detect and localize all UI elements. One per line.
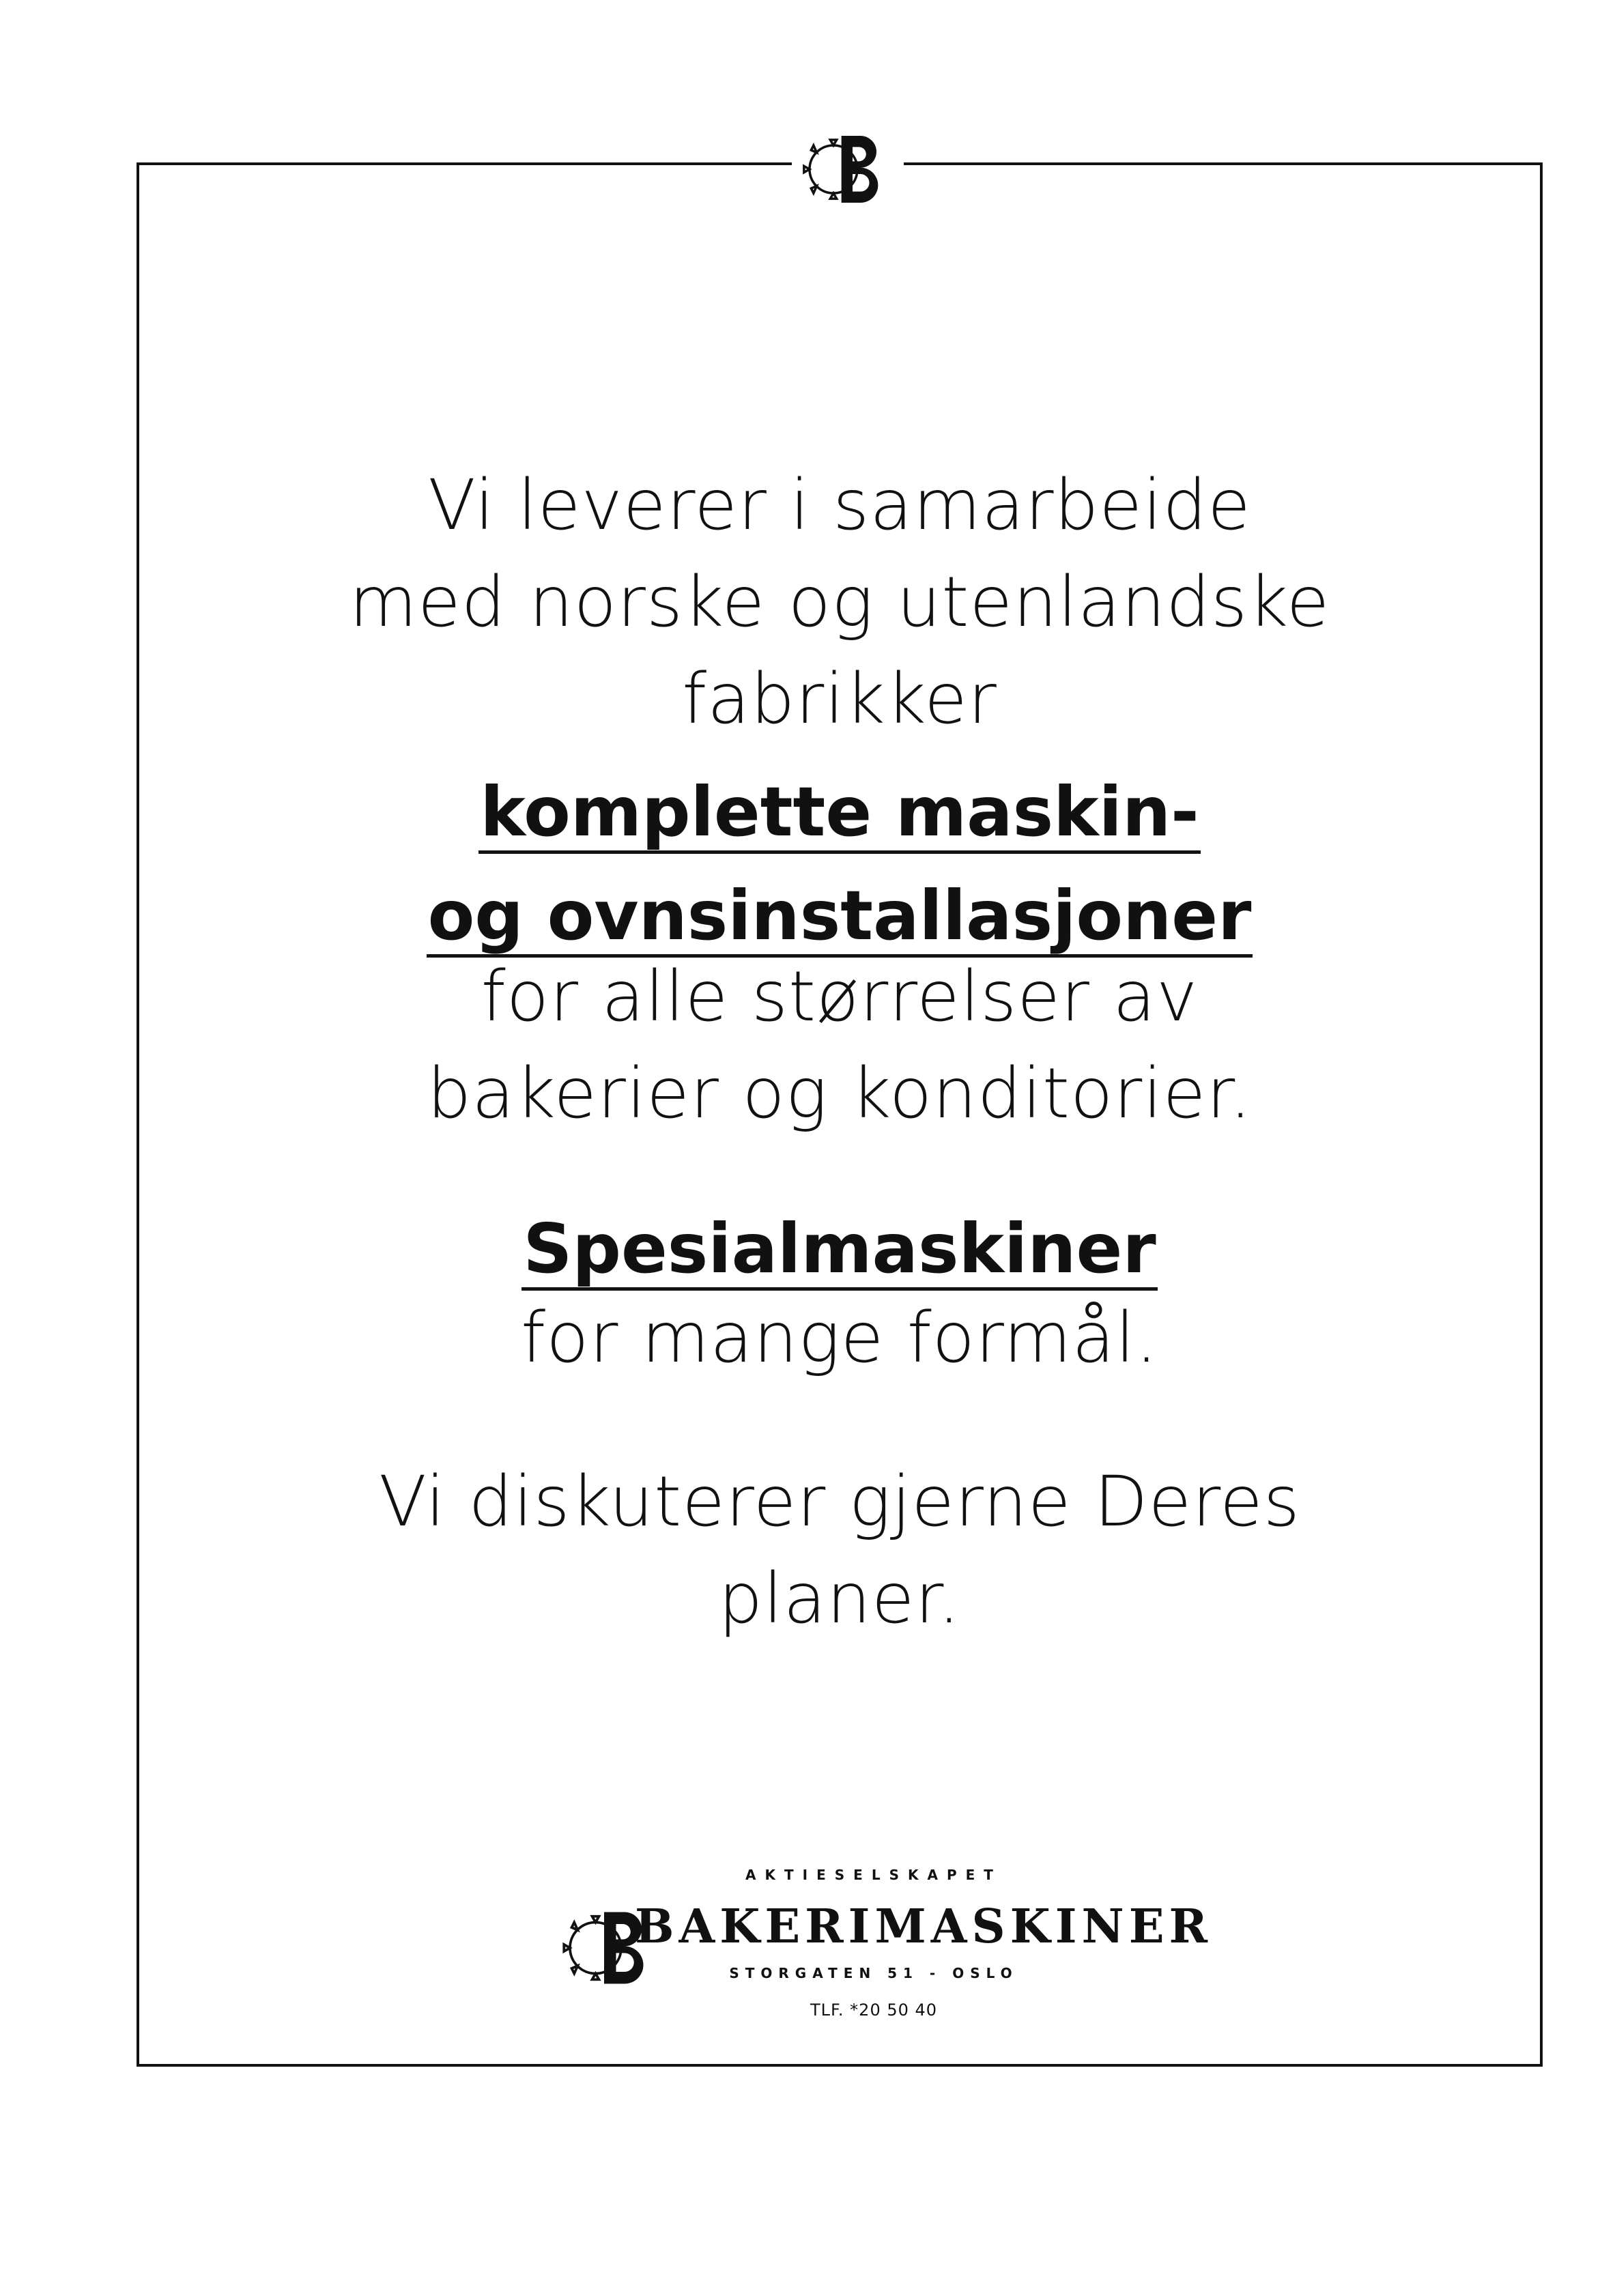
- target-line-2: bakerier og konditorier.: [427, 1053, 1253, 1134]
- intro-line-2: med norske og utenlandske: [349, 562, 1330, 643]
- company-prefix: AKTIESELSKAPET: [745, 1867, 1002, 1883]
- company-address: STORGATEN 51 - OSLO: [729, 1965, 1018, 1981]
- closing-line-1: Vi diskuterer gjerne Deres: [379, 1461, 1300, 1542]
- closing-line-2: planer.: [718, 1558, 961, 1639]
- target-text: [137, 949, 1543, 1143]
- headline-line-1: komplette maskin-: [478, 774, 1200, 854]
- b-gear-logo-icon: [792, 121, 904, 217]
- headline-line-2: og ovnsinstallasjoner: [427, 878, 1253, 958]
- special-heading: Spesialmaskiner: [521, 1211, 1157, 1291]
- special-sub: for mange formål.: [521, 1297, 1158, 1379]
- target-line-1: for alle størrelser av: [481, 956, 1199, 1037]
- closing-text: [137, 1454, 1543, 1648]
- intro-line-3: fabrikker: [682, 659, 997, 740]
- special-heading-block: [137, 1201, 1543, 1297]
- company-name: BAKERIMASKINER: [635, 1899, 1213, 1954]
- company-phone: TLF. *20 50 40: [810, 2000, 938, 2020]
- intro-text: [137, 457, 1543, 748]
- intro-line-1: Vi leverer i samarbeide: [428, 465, 1251, 546]
- special-subtext: [137, 1290, 1543, 1387]
- headline: [137, 764, 1543, 972]
- company-logo: [560, 1867, 1213, 2044]
